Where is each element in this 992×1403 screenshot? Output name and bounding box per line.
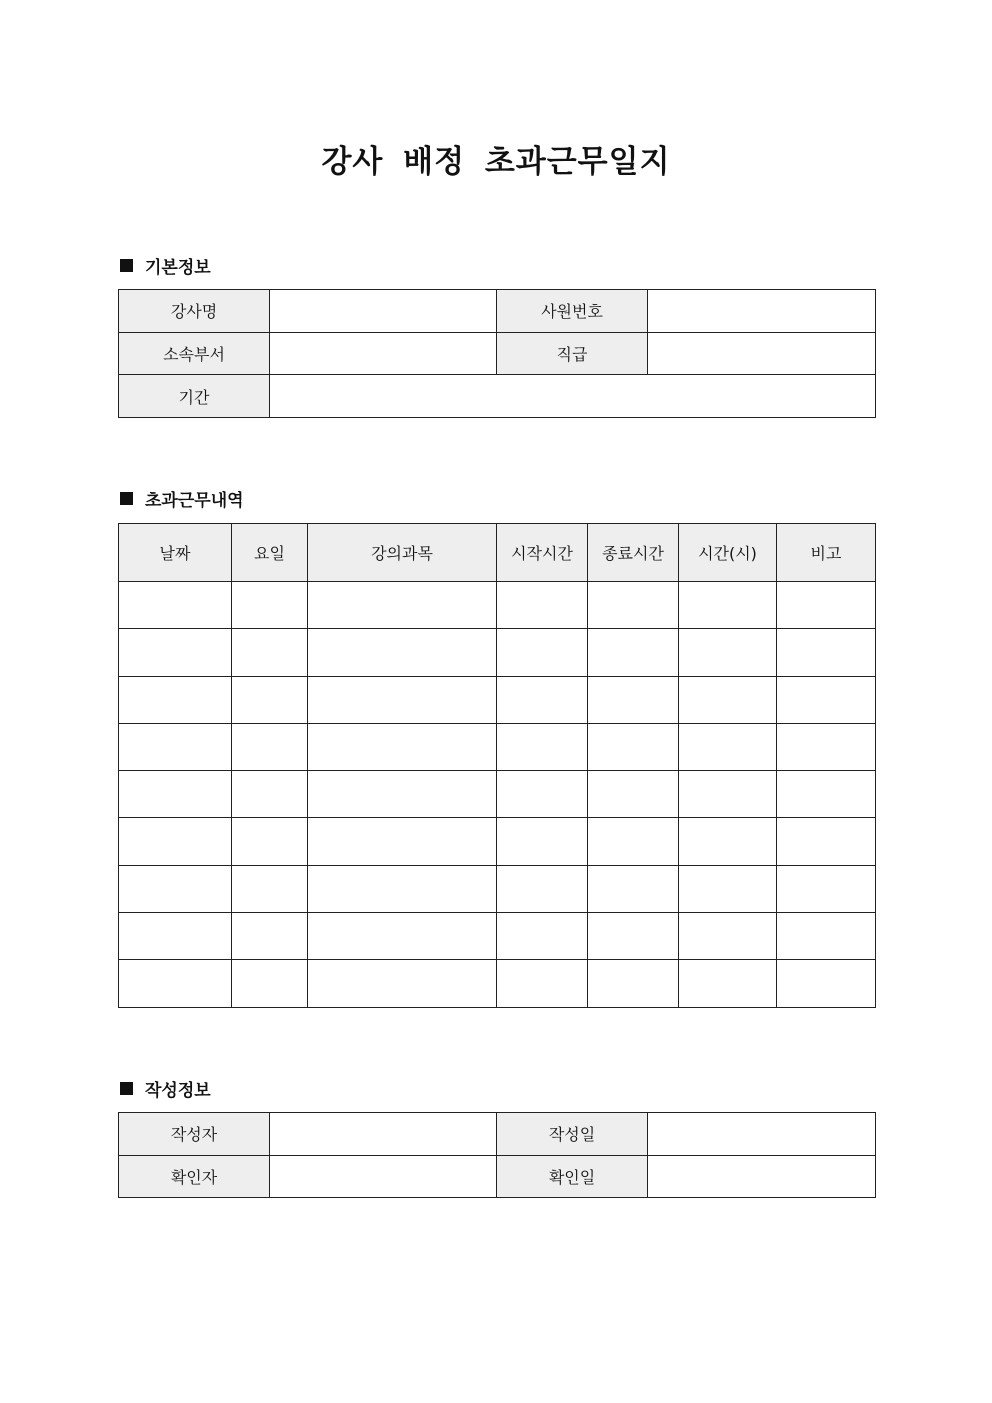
author-info-heading-text: 작성정보 — [145, 1080, 211, 1101]
weekday-cell[interactable] — [232, 913, 308, 960]
overtime-log-heading — [120, 486, 244, 510]
author-info-row — [119, 1113, 876, 1156]
hours-cell[interactable] — [679, 771, 777, 818]
weekday-cell[interactable] — [232, 818, 308, 865]
remarks-cell[interactable] — [777, 865, 876, 912]
weekday-cell[interactable] — [232, 676, 308, 723]
department-label: 소속부서 — [119, 332, 270, 375]
end-time-cell[interactable] — [588, 676, 679, 723]
weekday-cell[interactable] — [232, 771, 308, 818]
overtime-log-heading-text: 초과근무내역 — [145, 490, 244, 511]
subject-cell[interactable] — [308, 676, 497, 723]
hours-cell[interactable] — [679, 723, 777, 770]
subject-cell[interactable] — [308, 771, 497, 818]
square-bullet-icon — [120, 492, 133, 505]
end-time-cell[interactable] — [588, 960, 679, 1007]
date-cell[interactable] — [119, 771, 232, 818]
start-time-cell[interactable] — [497, 582, 588, 629]
overtime-log-row — [119, 629, 876, 676]
date-cell[interactable] — [119, 723, 232, 770]
position-field[interactable] — [648, 332, 876, 375]
subject-cell[interactable] — [308, 723, 497, 770]
confirmer-field[interactable] — [270, 1155, 497, 1198]
author-label: 작성자 — [119, 1113, 270, 1156]
hours-cell[interactable] — [679, 960, 777, 1007]
author-field[interactable] — [270, 1113, 497, 1156]
overtime-log-row — [119, 676, 876, 723]
basic-info-row — [119, 332, 876, 375]
overtime-log-row — [119, 960, 876, 1007]
overtime-log-header-row — [119, 524, 876, 582]
subject-cell[interactable] — [308, 865, 497, 912]
remarks-cell[interactable] — [777, 676, 876, 723]
document-title: 강사 배정 초과근무일지 — [321, 144, 671, 180]
weekday-cell[interactable] — [232, 582, 308, 629]
remarks-cell[interactable] — [777, 960, 876, 1007]
date-cell[interactable] — [119, 865, 232, 912]
author-info-table — [118, 1112, 876, 1198]
column-header-end-time: 종료시간 — [588, 524, 679, 582]
basic-info-row — [119, 290, 876, 333]
basic-info-row — [119, 375, 876, 418]
employee-number-label: 사원번호 — [497, 290, 648, 333]
author-info-row — [119, 1155, 876, 1198]
department-field[interactable] — [270, 332, 497, 375]
end-time-cell[interactable] — [588, 865, 679, 912]
period-field[interactable] — [270, 375, 876, 418]
square-bullet-icon — [120, 1082, 133, 1095]
subject-cell[interactable] — [308, 582, 497, 629]
date-cell[interactable] — [119, 676, 232, 723]
column-header-date: 날짜 — [119, 524, 232, 582]
position-label: 직급 — [497, 332, 648, 375]
remarks-cell[interactable] — [777, 771, 876, 818]
subject-cell[interactable] — [308, 960, 497, 1007]
employee-number-field[interactable] — [648, 290, 876, 333]
written-date-label: 작성일 — [497, 1113, 648, 1156]
author-info-heading — [120, 1076, 211, 1100]
start-time-cell[interactable] — [497, 913, 588, 960]
column-header-weekday: 요일 — [232, 524, 308, 582]
start-time-cell[interactable] — [497, 629, 588, 676]
overtime-log-row — [119, 913, 876, 960]
overtime-log-body — [119, 582, 876, 1008]
hours-cell[interactable] — [679, 913, 777, 960]
weekday-cell[interactable] — [232, 723, 308, 770]
basic-info-heading — [120, 253, 211, 277]
start-time-cell[interactable] — [497, 771, 588, 818]
weekday-cell[interactable] — [232, 629, 308, 676]
subject-cell[interactable] — [308, 913, 497, 960]
start-time-cell[interactable] — [497, 676, 588, 723]
column-header-start-time: 시작시간 — [497, 524, 588, 582]
date-cell[interactable] — [119, 960, 232, 1007]
end-time-cell[interactable] — [588, 723, 679, 770]
weekday-cell[interactable] — [232, 865, 308, 912]
basic-info-table — [118, 289, 876, 418]
end-time-cell[interactable] — [588, 913, 679, 960]
hours-cell[interactable] — [679, 676, 777, 723]
remarks-cell[interactable] — [777, 818, 876, 865]
end-time-cell[interactable] — [588, 818, 679, 865]
column-header-subject: 강의과목 — [308, 524, 497, 582]
confirmed-date-label: 확인일 — [497, 1155, 648, 1198]
weekday-cell[interactable] — [232, 960, 308, 1007]
date-cell[interactable] — [119, 913, 232, 960]
start-time-cell[interactable] — [497, 960, 588, 1007]
overtime-log-row — [119, 818, 876, 865]
start-time-cell[interactable] — [497, 865, 588, 912]
remarks-cell[interactable] — [777, 723, 876, 770]
hours-cell[interactable] — [679, 582, 777, 629]
column-header-remarks: 비고 — [777, 524, 876, 582]
end-time-cell[interactable] — [588, 629, 679, 676]
end-time-cell[interactable] — [588, 771, 679, 818]
remarks-cell[interactable] — [777, 913, 876, 960]
overtime-log-row — [119, 771, 876, 818]
date-cell[interactable] — [119, 582, 232, 629]
hours-cell[interactable] — [679, 818, 777, 865]
period-label: 기간 — [119, 375, 270, 418]
basic-info-heading-text: 기본정보 — [145, 257, 211, 278]
confirmer-label: 확인자 — [119, 1155, 270, 1198]
subject-cell[interactable] — [308, 818, 497, 865]
overtime-log-row — [119, 865, 876, 912]
hours-cell[interactable] — [679, 865, 777, 912]
overtime-log-row — [119, 582, 876, 629]
start-time-cell[interactable] — [497, 818, 588, 865]
date-cell[interactable] — [119, 629, 232, 676]
instructor-name-field[interactable] — [270, 290, 497, 333]
remarks-cell[interactable] — [777, 629, 876, 676]
hours-cell[interactable] — [679, 629, 777, 676]
overtime-log-table — [118, 523, 876, 1008]
subject-cell[interactable] — [308, 629, 497, 676]
start-time-cell[interactable] — [497, 723, 588, 770]
square-bullet-icon — [120, 259, 133, 272]
end-time-cell[interactable] — [588, 582, 679, 629]
overtime-log-row — [119, 723, 876, 770]
instructor-name-label: 강사명 — [119, 290, 270, 333]
remarks-cell[interactable] — [777, 582, 876, 629]
written-date-field[interactable] — [648, 1113, 876, 1156]
date-cell[interactable] — [119, 818, 232, 865]
column-header-hours: 시간(시) — [679, 524, 777, 582]
confirmed-date-field[interactable] — [648, 1155, 876, 1198]
